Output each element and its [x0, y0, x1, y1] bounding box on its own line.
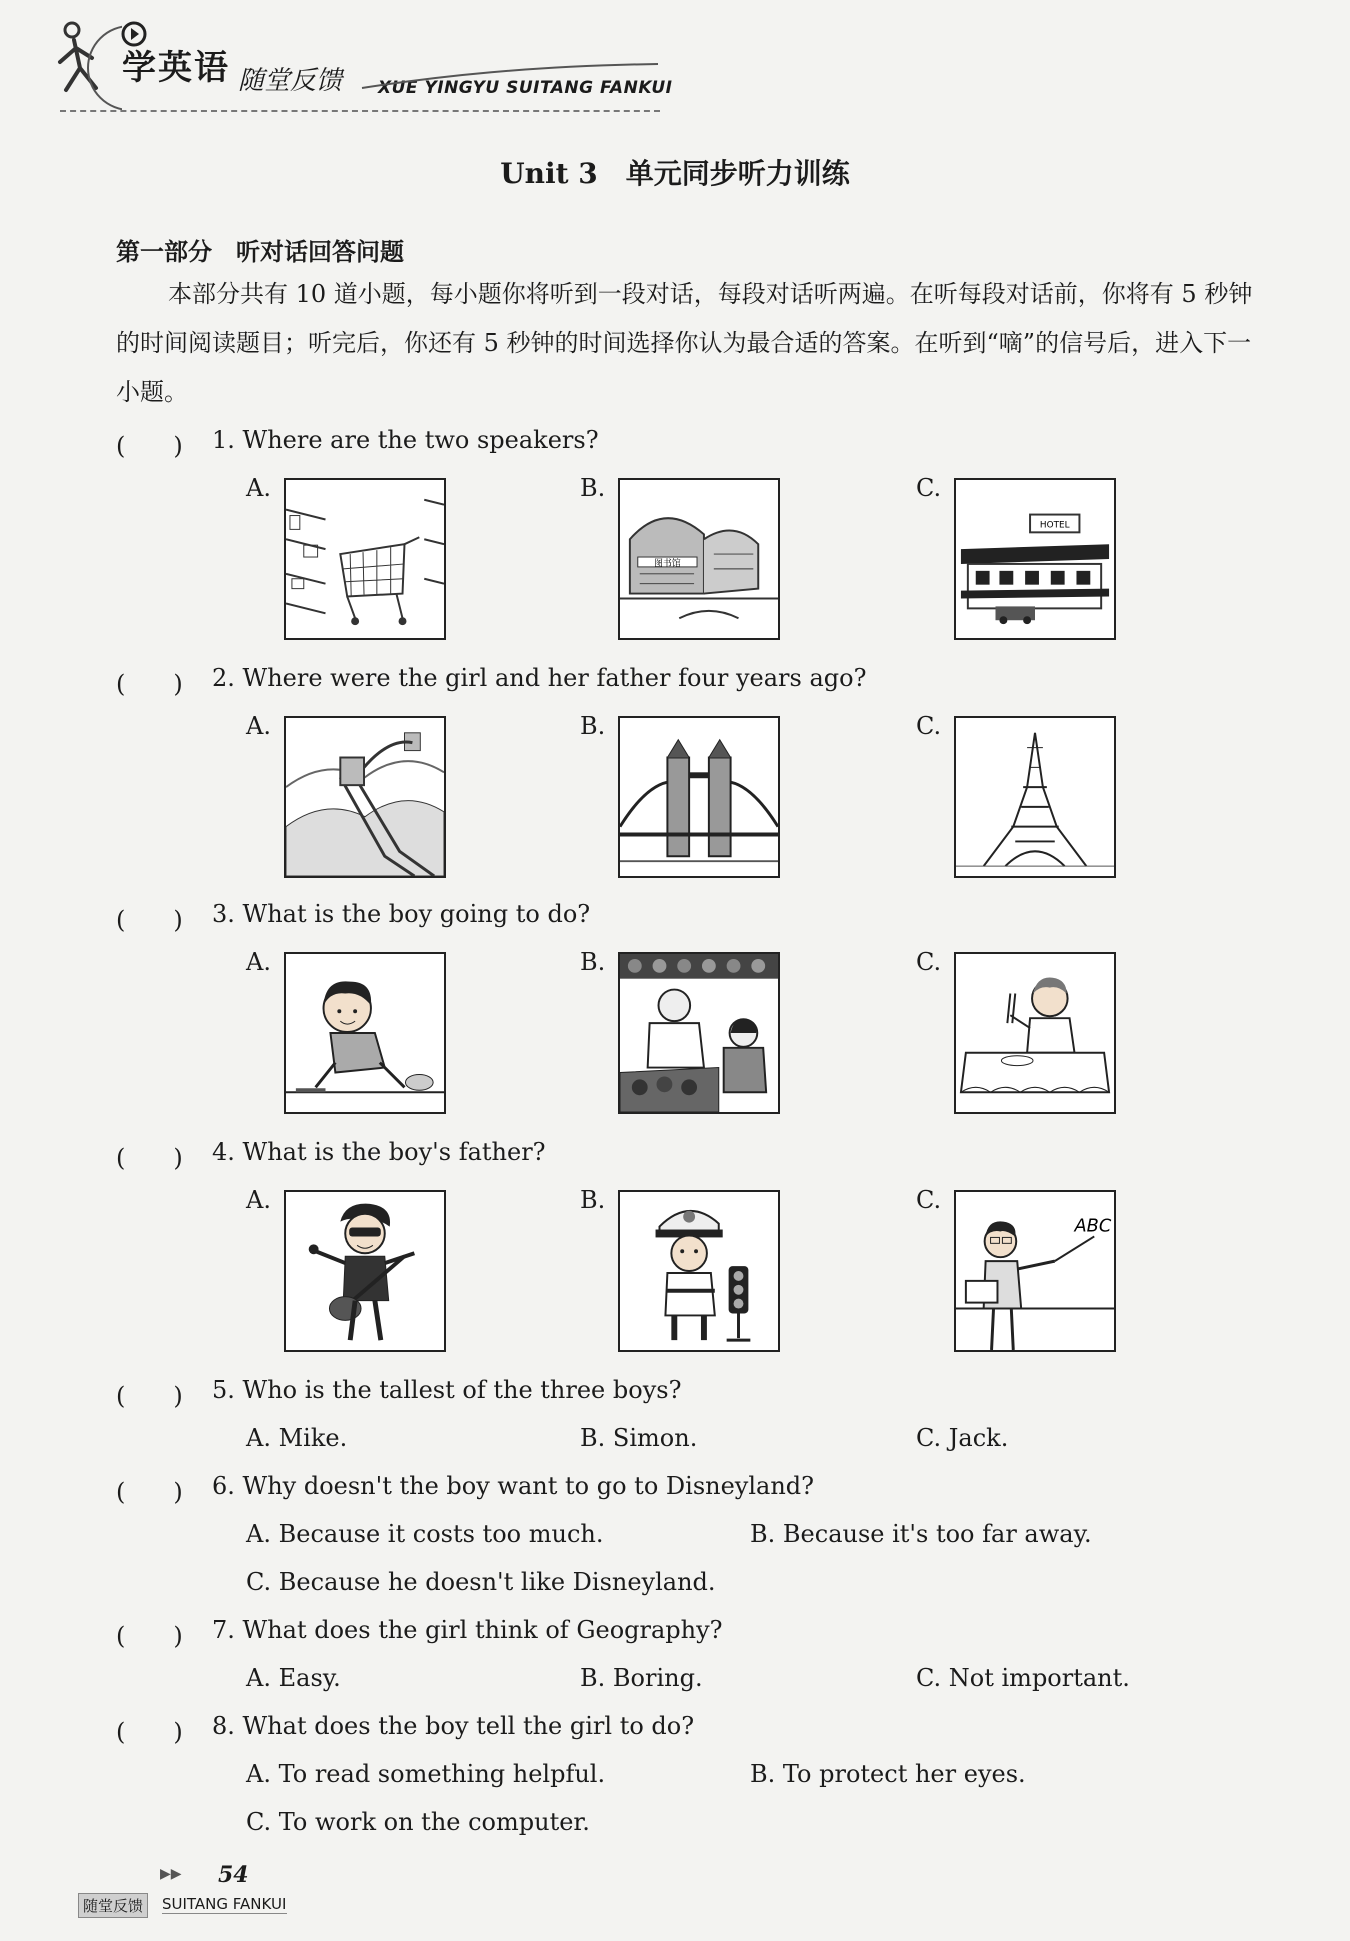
option-row[interactable]: [750, 1760, 1026, 1788]
header-logo-text: 学英语: [122, 48, 230, 88]
q1-option-a-image[interactable]: [284, 478, 446, 640]
header-divider: [60, 110, 660, 112]
option-text: Not important.: [948, 1664, 1130, 1692]
option-letter: B.: [580, 712, 606, 740]
great-wall-icon: [286, 718, 444, 876]
library-building-icon: [620, 480, 778, 638]
option-text: To protect her eyes.: [782, 1760, 1026, 1788]
option-letter: B.: [580, 1186, 606, 1214]
option-letter: C.: [246, 1568, 272, 1596]
answer-blank-4[interactable]: ( ): [116, 1144, 183, 1172]
question-2: 2. Where were the girl and her father four years ago?: [212, 664, 867, 692]
q2-option-a-image[interactable]: [284, 716, 446, 878]
section-intro: 本部分共有 10 道小题，每小题你将听到一段对话，每段对话听两遍。在听每段对话前，你将有 5 秒钟的时间阅读题目；听完后，你还有 5 秒钟的时间选择你认为最合适的答案。在听到“嘀”的信号后，进入下一小题。: [116, 280, 1253, 406]
option-letter: A.: [246, 1186, 271, 1214]
q3-option-c-image[interactable]: [954, 952, 1116, 1114]
header-subtitle: 随堂反馈: [238, 66, 343, 96]
answer-blank-1[interactable]: ( ): [116, 432, 183, 460]
option-text: Simon.: [612, 1424, 698, 1452]
option-text: Because it's too far away.: [782, 1520, 1092, 1548]
option-text: Boring.: [612, 1664, 703, 1692]
boy-eating-at-table-icon: [956, 954, 1114, 1112]
option-letter: C.: [916, 1664, 942, 1692]
q4-option-c-image[interactable]: [954, 1190, 1116, 1352]
option-letter: A.: [246, 474, 271, 502]
footer-pinyin: SUITANG FANKUI: [162, 1895, 287, 1913]
option-letter: B.: [580, 474, 606, 502]
option-row[interactable]: [246, 1808, 590, 1836]
header-swoosh-icon: [360, 62, 660, 92]
teacher-at-blackboard-icon: [956, 1192, 1114, 1350]
boy-cutting-vegetables-icon: [286, 954, 444, 1112]
option-letter: A.: [246, 712, 271, 740]
option-text: To read something helpful.: [278, 1760, 606, 1788]
q3-option-b-image[interactable]: [618, 952, 780, 1114]
unit-title: Unit 3 单元同步听力训练: [500, 157, 850, 190]
option-row[interactable]: [750, 1520, 1092, 1548]
section-title: 第一部分 听对话回答问题: [116, 238, 404, 266]
option-letter: B.: [580, 1424, 606, 1452]
option-text: Easy.: [278, 1664, 341, 1692]
answer-blank-3[interactable]: ( ): [116, 906, 183, 934]
option-letter: A.: [246, 1424, 271, 1452]
option-text: Mike.: [278, 1424, 348, 1452]
option-letter: A.: [246, 1520, 271, 1548]
answer-blank-5[interactable]: ( ): [116, 1382, 183, 1410]
question-1: 1. Where are the two speakers?: [212, 426, 599, 454]
option-row[interactable]: [246, 1664, 341, 1692]
q4-option-b-image[interactable]: [618, 1190, 780, 1352]
answer-blank-7[interactable]: ( ): [116, 1622, 183, 1650]
page-number: 54: [218, 1862, 249, 1888]
option-text: Because he doesn't like Disneyland.: [278, 1568, 716, 1596]
footer-arrows-icon: ▶▶: [160, 1866, 182, 1882]
tower-bridge-icon: [620, 718, 778, 876]
question-3: 3. What is the boy going to do?: [212, 900, 591, 928]
option-letter: C.: [916, 1186, 942, 1214]
option-row[interactable]: [246, 1424, 347, 1452]
question-4: 4. What is the boy's father?: [212, 1138, 546, 1166]
option-letter: A.: [246, 948, 271, 976]
traffic-policeman-icon: [620, 1192, 778, 1350]
option-letter: C.: [916, 712, 942, 740]
option-letter: C.: [916, 948, 942, 976]
eiffel-tower-icon: [956, 718, 1114, 876]
footer-label: 随堂反馈: [78, 1893, 148, 1918]
option-letter: A.: [246, 1664, 271, 1692]
option-letter: B.: [750, 1760, 776, 1788]
q1-option-c-image[interactable]: [954, 478, 1116, 640]
option-text: Jack.: [948, 1424, 1009, 1452]
blackboard-text: ABC: [1074, 1216, 1112, 1237]
answer-blank-6[interactable]: ( ): [116, 1478, 183, 1506]
option-row[interactable]: [580, 1664, 703, 1692]
q1-option-b-image[interactable]: [618, 478, 780, 640]
option-letter: C.: [916, 1424, 942, 1452]
answer-blank-2[interactable]: ( ): [116, 670, 183, 698]
option-letter: B.: [750, 1520, 776, 1548]
question-8: 8. What does the boy tell the girl to do?: [212, 1712, 695, 1740]
q2-option-c-image[interactable]: [954, 716, 1116, 878]
q3-option-a-image[interactable]: [284, 952, 446, 1114]
option-letter: C.: [246, 1808, 272, 1836]
header-pinyin: XUE YINGYU SUITANG FANKUI: [378, 78, 673, 98]
option-row[interactable]: [246, 1760, 605, 1788]
option-text: Because it costs too much.: [278, 1520, 604, 1548]
library-sign: 图书馆: [654, 558, 681, 569]
option-row[interactable]: [580, 1424, 697, 1452]
option-row[interactable]: [916, 1664, 1130, 1692]
question-7: 7. What does the girl think of Geography?: [212, 1616, 723, 1644]
q4-option-a-image[interactable]: [284, 1190, 446, 1352]
question-5: 5. Who is the tallest of the three boys?: [212, 1376, 682, 1404]
option-row[interactable]: [246, 1568, 716, 1596]
option-row[interactable]: [916, 1424, 1008, 1452]
option-letter: A.: [246, 1760, 271, 1788]
q2-option-b-image[interactable]: [618, 716, 780, 878]
runner-logo-icon: [52, 18, 122, 113]
singer-with-guitar-icon: [286, 1192, 444, 1350]
boy-buying-fruit-icon: [620, 954, 778, 1112]
option-letter: B.: [580, 1664, 606, 1692]
answer-blank-8[interactable]: ( ): [116, 1718, 183, 1746]
option-letter: B.: [580, 948, 606, 976]
question-6: 6. Why doesn't the boy want to go to Disneyland?: [212, 1472, 815, 1500]
option-text: To work on the computer.: [278, 1808, 590, 1836]
option-row[interactable]: [246, 1520, 603, 1548]
hotel-sign: HOTEL: [1039, 520, 1070, 531]
option-letter: C.: [916, 474, 942, 502]
supermarket-shelves-cart-icon: [286, 480, 444, 638]
hotel-building-icon: [956, 480, 1114, 638]
